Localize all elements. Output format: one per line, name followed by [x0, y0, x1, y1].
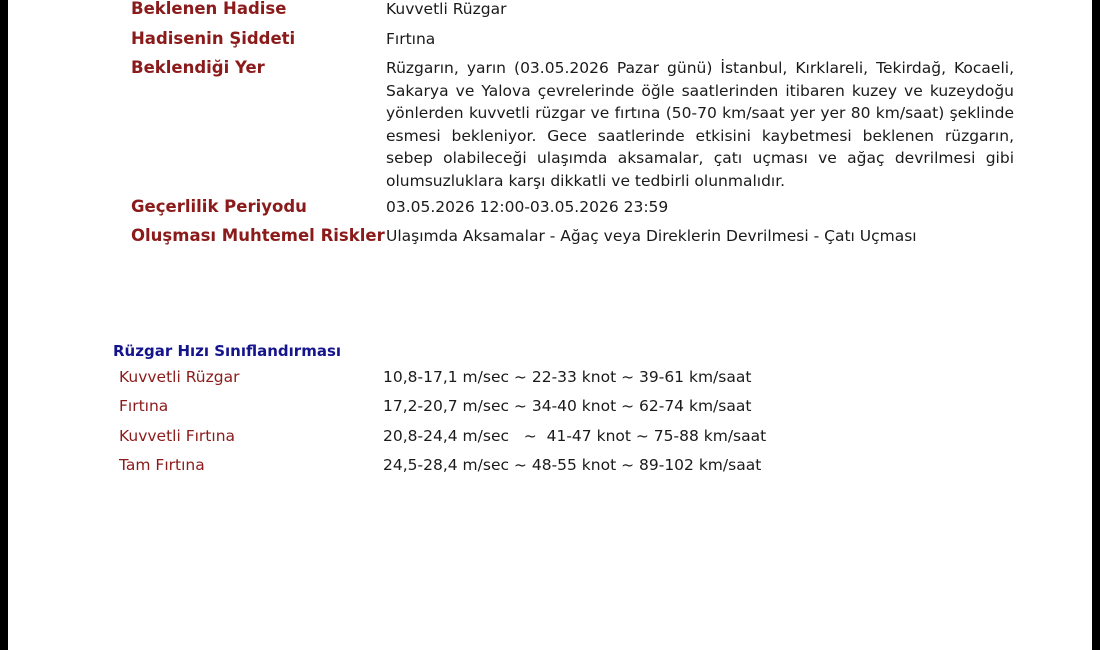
value-possible-risks: Ulaşımda Aksamalar - Ağaç veya Direklerin Devrilmesi - Çatı Uçması [386, 227, 917, 245]
wind-class-value: 10,8-17,1 m/sec ~ 22-33 knot ~ 39-61 km/saat [383, 367, 752, 386]
wind-class-value: 17,2-20,7 m/sec ~ 34-40 knot ~ 62-74 km/saat [383, 397, 752, 416]
label-event-severity: Hadisenin Şiddeti [131, 29, 296, 48]
label-expected-location: Beklendiği Yer [131, 58, 265, 77]
document-page [8, 0, 1092, 650]
value-expected-event: Kuvvetli Rüzgar [386, 0, 507, 18]
wind-class-name: Fırtına [119, 397, 169, 416]
wind-class-row [113, 362, 913, 392]
value-event-severity: Fırtına [386, 30, 436, 48]
wind-classification-title: Rüzgar Hızı Sınıflandırması [113, 342, 342, 360]
row-expected-location [131, 57, 1031, 192]
value-expected-location: Rüzgarın, yarın (03.05.2026 Pazar günü) İstanbul, Kırklareli, Tekirdağ, Kocaeli, Sakarya ve Yalova çevrelerinde öğle saatlerinden itibaren kuzey ve kuzeydoğu yönlerden kuvvetli rüzgar ve fırtına (50-70 km/saat yer yer 80 km/saat) şeklinde esmesi bekleniyor. Gece saatlerinde etkisini kaybetmesi beklenen rüzgarın, sebep olabileceği ulaşımda aksamalar, çatı uçması ve ağaç devrilmesi gibi olumsuzluklara karşı dikkatli ve tedbirli olunmalıdır. [386, 59, 1014, 190]
label-expected-event: Beklenen Hadise [131, 0, 287, 18]
row-validity-period [131, 196, 1031, 219]
wind-class-name: Tam Fırtına [119, 456, 205, 475]
label-validity-period: Geçerlilik Periyodu [131, 197, 307, 216]
row-expected-event [131, 0, 1031, 21]
wind-class-row [113, 421, 913, 451]
wind-class-name: Kuvvetli Fırtına [119, 426, 236, 445]
wind-class-row [113, 451, 913, 481]
row-possible-risks [131, 225, 1031, 248]
row-event-severity [131, 28, 1031, 51]
wind-speed-classification [113, 340, 913, 480]
wind-class-value: 20,8-24,4 m/sec ~ 41-47 knot ~ 75-88 km/saat [383, 426, 767, 445]
wind-class-row [113, 392, 913, 422]
label-possible-risks: Oluşması Muhtemel Riskler [131, 226, 385, 245]
wind-class-value: 24,5-28,4 m/sec ~ 48-55 knot ~ 89-102 km/saat [383, 456, 762, 475]
wind-class-name: Kuvvetli Rüzgar [119, 367, 240, 386]
value-validity-period: 03.05.2026 12:00-03.05.2026 23:59 [386, 198, 669, 216]
